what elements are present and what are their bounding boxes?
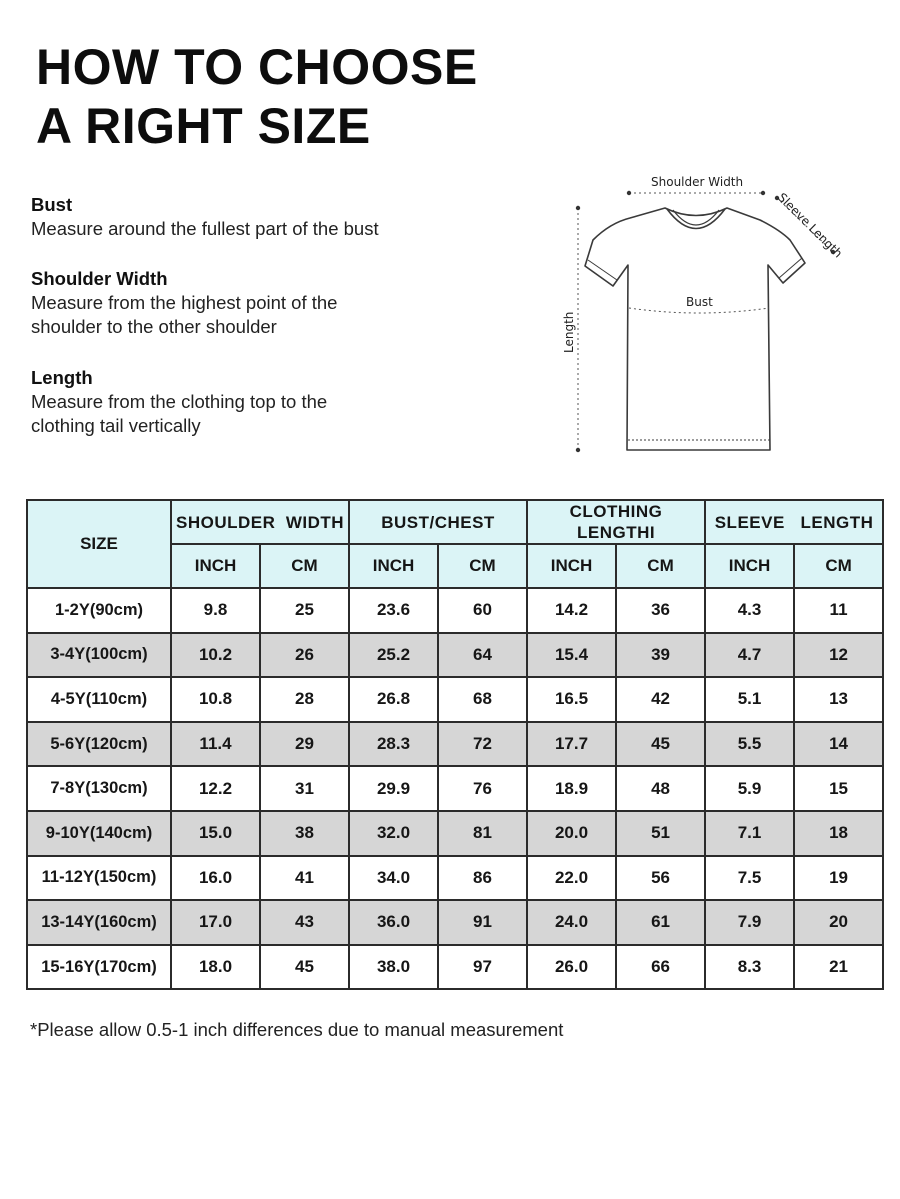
measurement-cell: 76 [438,766,527,811]
measurement-cell: 4.7 [705,633,794,678]
unit-header: INCH [705,544,794,588]
measurement-cell: 5.1 [705,677,794,722]
size-cell: 13-14Y(160cm) [27,900,171,945]
table-row [27,722,883,767]
measurement-cell: 41 [260,856,349,901]
measurement-cell: 64 [438,633,527,678]
measurement-cell: 29.9 [349,766,438,811]
measurement-cell: 10.8 [171,677,260,722]
measurement-cell: 15 [794,766,883,811]
measurement-cell: 9.8 [171,588,260,633]
measurement-cell: 7.5 [705,856,794,901]
measurement-cell: 68 [438,677,527,722]
table-row [27,677,883,722]
measurement-cell: 45 [616,722,705,767]
measurement-cell: 56 [616,856,705,901]
guide-desc: clothing tail vertically [31,415,201,436]
header-sleeve-length: SLEEVE LENGTH [705,500,883,544]
measurement-cell: 86 [438,856,527,901]
measurement-cell: 38 [260,811,349,856]
measurement-cell: 20.0 [527,811,616,856]
measurement-cell: 43 [260,900,349,945]
measurement-cell: 12.2 [171,766,260,811]
table-row [27,856,883,901]
measurement-cell: 28.3 [349,722,438,767]
unit-header: INCH [349,544,438,588]
measurement-cell: 7.9 [705,900,794,945]
measurement-cell: 10.2 [171,633,260,678]
measurement-cell: 11.4 [171,722,260,767]
measurement-cell: 21 [794,945,883,990]
guide-item-shoulder-width [31,267,471,340]
size-cell: 1-2Y(90cm) [27,588,171,633]
measurement-cell: 32.0 [349,811,438,856]
size-chart-table [26,499,884,990]
header-bust-chest: BUST/CHEST [349,500,527,544]
sleeve-length-label: Sleeve Length [774,190,845,261]
measurement-cell: 25.2 [349,633,438,678]
unit-header: INCH [527,544,616,588]
measurement-cell: 81 [438,811,527,856]
measurement-note: *Please allow 0.5-1 inch differences due to manual measurement [30,1019,564,1040]
guide-item-length [31,366,471,439]
measurement-cell: 38.0 [349,945,438,990]
size-cell: 7-8Y(130cm) [27,766,171,811]
length-label: Length [562,311,576,353]
measurement-cell: 13 [794,677,883,722]
measurement-cell: 15.4 [527,633,616,678]
page-title [36,38,478,156]
guide-item-bust [31,193,471,242]
measurement-cell: 34.0 [349,856,438,901]
measurement-cell: 12 [794,633,883,678]
size-cell: 5-6Y(120cm) [27,722,171,767]
measurement-cell: 14.2 [527,588,616,633]
guide-desc: Measure around the fullest part of the bust [31,218,379,239]
measurement-cell: 61 [616,900,705,945]
table-header-row [27,500,883,544]
shoulder-width-label: Shoulder Width [651,175,744,189]
measurement-cell: 29 [260,722,349,767]
size-header: SIZE [27,500,171,588]
measurement-cell: 7.1 [705,811,794,856]
measurement-cell: 31 [260,766,349,811]
measurement-cell: 20 [794,900,883,945]
guide-desc: Measure from the highest point of the [31,291,338,313]
measurement-cell: 72 [438,722,527,767]
header-shoulder-width: SHOULDER WIDTH [171,500,349,544]
measurement-cell: 22.0 [527,856,616,901]
table-row [27,811,883,856]
table-row [27,900,883,945]
header-clothing-length: CLOTHING LENGTHI [527,500,705,544]
size-cell: 4-5Y(110cm) [27,677,171,722]
measurement-cell: 26.0 [527,945,616,990]
measurement-cell: 25 [260,588,349,633]
measurement-cell: 17.7 [527,722,616,767]
measurement-cell: 18.9 [527,766,616,811]
measurement-cell: 16.0 [171,856,260,901]
measurement-cell: 60 [438,588,527,633]
size-cell: 3-4Y(100cm) [27,633,171,678]
measurement-cell: 45 [260,945,349,990]
unit-header: CM [260,544,349,588]
measurement-cell: 24.0 [527,900,616,945]
tshirt-diagram [555,168,845,458]
table-row [27,766,883,811]
measurement-cell: 5.9 [705,766,794,811]
measurement-cell: 5.5 [705,722,794,767]
measurement-cell: 36.0 [349,900,438,945]
measurement-cell: 91 [438,900,527,945]
measurement-cell: 97 [438,945,527,990]
size-cell: 11-12Y(150cm) [27,856,171,901]
measurement-cell: 28 [260,677,349,722]
unit-header: CM [794,544,883,588]
title-line-1: HOW TO CHOOSE [36,39,478,95]
measurement-cell: 48 [616,766,705,811]
bust-label: Bust [686,295,713,309]
measurement-cell: 39 [616,633,705,678]
measurement-cell: 23.6 [349,588,438,633]
tshirt-outline [585,208,805,450]
measurement-cell: 18 [794,811,883,856]
table-row [27,588,883,633]
measurement-cell: 26 [260,633,349,678]
measurement-cell: 4.3 [705,588,794,633]
measurement-cell: 51 [616,811,705,856]
measurement-cell: 16.5 [527,677,616,722]
guide-desc: shoulder to the other shoulder [31,316,277,337]
measurement-cell: 26.8 [349,677,438,722]
guide-desc: Measure from the clothing top to the [31,390,328,412]
measurement-cell: 17.0 [171,900,260,945]
measurement-cell: 11 [794,588,883,633]
measurement-cell: 14 [794,722,883,767]
unit-header: CM [438,544,527,588]
measurement-cell: 19 [794,856,883,901]
measurement-cell: 8.3 [705,945,794,990]
guide-label: Length [31,366,93,388]
guide-label: Shoulder Width [31,267,168,289]
measurement-cell: 42 [616,677,705,722]
measurement-cell: 36 [616,588,705,633]
measurement-guide [31,193,471,464]
title-line-2: A RIGHT SIZE [36,98,371,154]
size-cell: 15-16Y(170cm) [27,945,171,990]
table-row [27,945,883,990]
size-cell: 9-10Y(140cm) [27,811,171,856]
measurement-cell: 66 [616,945,705,990]
size-table-body [27,588,883,989]
guide-label: Bust [31,194,73,215]
measurement-cell: 15.0 [171,811,260,856]
unit-header: INCH [171,544,260,588]
unit-header: CM [616,544,705,588]
measurement-cell: 18.0 [171,945,260,990]
table-row [27,633,883,678]
